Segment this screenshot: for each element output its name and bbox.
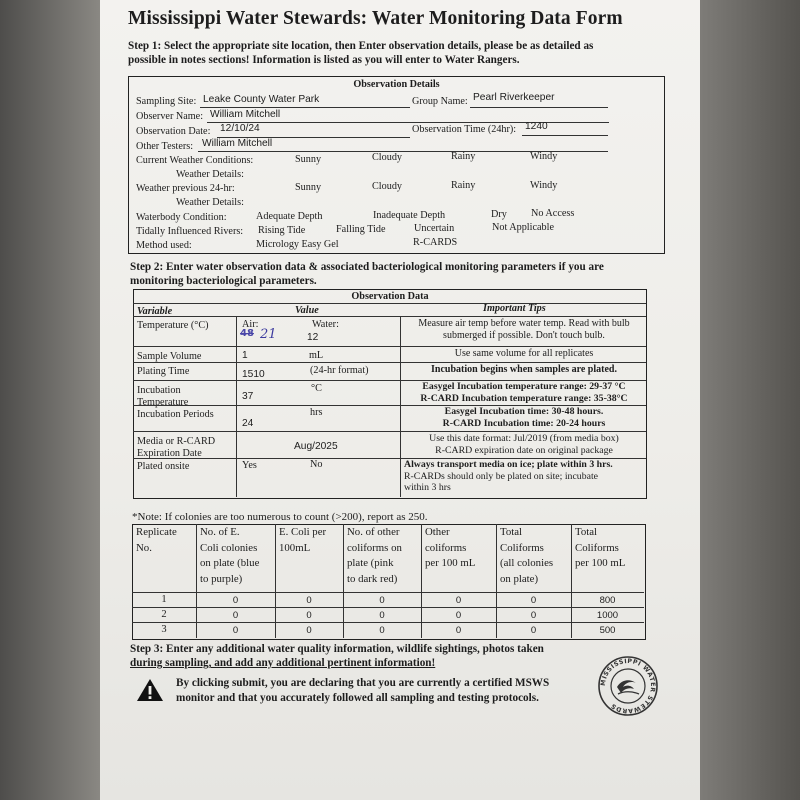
plated-no-option[interactable]: No (310, 459, 323, 470)
seal-text: MISSISSIPPI WATER STEWARDS (599, 657, 657, 715)
replicate-header-rule (132, 592, 644, 593)
replicate-header-line: to purple) (200, 572, 243, 585)
group-name-value[interactable]: Pearl Riverkeeper (473, 92, 555, 103)
previous-weather-sunny[interactable]: Sunny (295, 182, 322, 193)
method-micrology[interactable]: Micrology Easy Gel (256, 239, 339, 250)
previous-weather-label: Weather previous 24-hr: (136, 183, 235, 194)
declaration-line2: monitor and that you accurately followed all sampling and testing protocols. (176, 692, 539, 704)
replicate-value[interactable]: 0 (306, 610, 312, 621)
incubation-temp-tip (402, 381, 646, 404)
replicate-header-line: coliforms (425, 541, 467, 554)
observation-time-line (522, 135, 608, 136)
sample-volume-unit: mL (309, 350, 324, 361)
incubation-temp-label-line2: Temperature (137, 397, 189, 408)
replicate-number: 3 (161, 624, 167, 635)
background-right (700, 0, 800, 800)
current-weather-label: Current Weather Conditions: (136, 155, 254, 166)
incubation-period-label: Incubation Periods (137, 409, 214, 420)
group-name-line (470, 107, 608, 108)
incubation-period-tip (402, 406, 646, 429)
observation-time-value[interactable]: 1240 (525, 121, 548, 132)
incubation-period-value[interactable]: 24 (242, 418, 254, 429)
warning-icon (136, 677, 164, 703)
current-weather-windy[interactable]: Windy (530, 151, 558, 162)
observation-date-label: Observation Date: (136, 126, 211, 137)
obs-data-divider (400, 316, 401, 497)
tidal-label: Tidally Influenced Rivers: (136, 226, 244, 237)
replicate-header-line: to dark red) (347, 572, 398, 585)
method-rcards[interactable]: R-CARDS (413, 237, 458, 248)
replicate-value[interactable]: 500 (599, 625, 616, 636)
tidal-falling[interactable]: Falling Tide (336, 224, 386, 235)
waterbody-adequate-depth[interactable]: Adequate Depth (256, 211, 323, 222)
replicate-number: 1 (161, 594, 167, 605)
plating-time-unit: (24-hr format) (310, 365, 369, 376)
step3-line1 (130, 642, 544, 657)
obs-data-rule (133, 316, 646, 317)
replicate-row-rule (132, 607, 644, 608)
expiration-label-line1: Media or R-CARD (137, 436, 216, 447)
replicate-value[interactable]: 0 (232, 610, 239, 621)
replicate-value[interactable]: 1000 (596, 610, 619, 621)
replicate-header-line: Coliforms (500, 541, 544, 554)
replicate-row-rule (132, 622, 644, 623)
replicate-value[interactable]: 0 (232, 595, 239, 606)
replicate-header-line: coliforms on (347, 541, 402, 554)
replicate-header-line: on plate (blue (200, 557, 260, 569)
replicate-header-line: No. (136, 541, 152, 554)
replicate-header-line: No. of E. (200, 526, 240, 538)
observation-time-label: Observation Time (24hr): (412, 124, 517, 135)
replicate-value[interactable]: 0 (379, 610, 385, 621)
mississippi-water-stewards-seal (598, 656, 658, 716)
sample-volume-tip: Use same volume for all replicates (454, 348, 594, 359)
air-label: Air: (242, 319, 259, 330)
incubation-temp-tip-line2: R-CARD Incubation temperature range: 35-38°C (420, 392, 628, 404)
form-title: Mississippi Water Stewards: Water Monitoring Data Form (128, 8, 623, 29)
replicate-header-line: No. of other (347, 526, 400, 538)
obs-data-rule (133, 362, 646, 363)
replicate-value[interactable]: 0 (306, 625, 312, 636)
plated-tip-line2: R-CARDs should only be plated on site; incubate (404, 470, 599, 482)
waterbody-label: Waterbody Condition: (136, 212, 227, 223)
waterbody-inadequate-depth[interactable]: Inadequate Depth (373, 210, 446, 221)
step3-line2 (130, 656, 435, 671)
step1-line2: possible in notes sections! Information is listed as you will enter to Water Rangers. (128, 54, 520, 66)
replicate-value[interactable]: 0 (232, 625, 239, 636)
replicate-header-6 (500, 525, 569, 587)
observer-name-value[interactable]: William Mitchell (210, 109, 281, 120)
group-name-label: Group Name: (412, 96, 468, 107)
plating-time-tip: Incubation begins when samples are plated. (431, 364, 617, 375)
sampling-site-line (200, 107, 410, 108)
replicate-header-line: Replicate (136, 526, 177, 538)
replicate-header-line: per 100 mL (575, 557, 626, 569)
replicate-value[interactable]: 0 (530, 595, 537, 606)
temperature-tip-line1: Measure air temp before water temp. Read with bulb (418, 318, 630, 329)
tidal-uncertain[interactable]: Uncertain (414, 223, 455, 234)
step2-line2: monitoring bacteriological parameters. (130, 275, 317, 287)
previous-weather-rainy[interactable]: Rainy (451, 180, 476, 191)
replicate-number: 2 (161, 609, 167, 620)
replicate-value[interactable]: 0 (455, 625, 462, 636)
replicate-header-line: Total (500, 526, 523, 538)
replicate-header-line: Coli colonies (200, 541, 258, 554)
replicate-value[interactable]: 0 (306, 595, 312, 606)
replicate-value[interactable]: 0 (455, 610, 462, 621)
plating-time-value[interactable]: 1510 (242, 369, 265, 380)
temperature-tip-line2: submerged if possible. Don't touch bulb. (443, 329, 605, 341)
sampling-site-value[interactable]: Leake County Water Park (203, 94, 320, 105)
plated-tip (404, 459, 644, 494)
observation-details-heading: Observation Details (353, 79, 440, 90)
temperature-tip (402, 318, 646, 341)
step2-line1: Step 2: Enter water observation data & associated bacteriological monitoring parameters if you are (130, 261, 604, 273)
current-weather-rainy[interactable]: Rainy (451, 151, 476, 162)
expiration-tip-line2: R-CARD expiration date on original package (435, 444, 613, 456)
waterbody-dry[interactable]: Dry (491, 209, 507, 220)
col-value-header: Value (295, 305, 319, 316)
waterbody-no-access[interactable]: No Access (531, 208, 575, 219)
previous-weather-details-label: Weather Details: (176, 197, 244, 208)
sample-volume-label: Sample Volume (137, 351, 202, 362)
replicate-value[interactable]: 800 (599, 595, 616, 606)
col-tips-header: Important Tips (483, 303, 546, 314)
replicate-value[interactable]: 0 (379, 625, 385, 636)
obs-data-rule (133, 431, 646, 432)
background-left (0, 0, 100, 800)
incubation-period-tip-line2: R-CARD Incubation time: 20-24 hours (442, 417, 606, 429)
obs-data-rule (133, 303, 646, 304)
air-crossed-out: 48 (240, 328, 254, 339)
replicate-header-2 (200, 525, 273, 587)
expiration-tip-line1: Use this date format: Jul/2019 (from media box) (429, 433, 619, 444)
sampling-site-label: Sampling Site: (136, 96, 197, 107)
plated-yes-option[interactable]: Yes (242, 460, 257, 471)
replicate-header-5 (425, 525, 494, 572)
step3-line1-text: Step 3: Enter any additional water quality information, wildlife sightings, photos taken (130, 643, 544, 655)
step1-line1: Step 1: Select the appropriate site location, then Enter observation details, please be as detailed as (128, 40, 594, 52)
declaration-line1: By clicking submit, you are declaring that you are currently a certified MSWS (176, 677, 550, 689)
incubation-temp-tip-line1: Easygel Incubation temperature range: 29-37 °C (422, 381, 626, 392)
other-testers-value[interactable]: William Mitchell (202, 138, 273, 149)
col-variable-header: Variable (137, 306, 173, 317)
expiration-label (137, 436, 215, 460)
tidal-rising[interactable]: Rising Tide (258, 225, 306, 236)
incubation-temp-label-line1: Incubation (137, 385, 181, 396)
previous-weather-cloudy[interactable]: Cloudy (372, 181, 403, 192)
observer-name-line (207, 122, 609, 123)
replicate-header-line: plate (pink (347, 557, 394, 569)
tidal-not-applicable[interactable]: Not Applicable (492, 222, 554, 233)
replicate-header-4 (347, 525, 419, 587)
replicate-header-line: on plate) (500, 572, 539, 585)
water-temperature-value[interactable]: 12 (307, 332, 319, 343)
replicate-header-3 (279, 525, 341, 556)
replicate-header-line: 100mL (279, 541, 311, 554)
current-weather-sunny[interactable]: Sunny (295, 154, 322, 165)
sample-volume-value[interactable]: 1 (242, 350, 248, 361)
water-label: Water: (312, 319, 339, 330)
plating-time-label: Plating Time (137, 366, 190, 377)
replicate-value[interactable]: 0 (530, 610, 537, 621)
incubation-period-tip-line1: Easygel Incubation time: 30-48 hours. (444, 406, 604, 417)
observer-name-label: Observer Name: (136, 111, 204, 122)
replicate-header-line: Coliforms (575, 541, 619, 554)
replicate-header-line: per 100 mL (425, 557, 476, 569)
expiration-tip (402, 433, 646, 456)
incubation-period-unit: hrs (310, 407, 323, 418)
current-weather-cloudy[interactable]: Cloudy (372, 152, 403, 163)
replicate-header-line: Total (575, 526, 598, 538)
incubation-temp-unit: °C (311, 383, 322, 394)
replicate-header-line: E. Coli per (279, 526, 327, 538)
method-label: Method used: (136, 240, 192, 251)
step3-line2-text: during sampling, and add any additional pertinent information! (130, 657, 436, 669)
colonies-note: *Note: If colonies are too numerous to count (>200), report as 250. (132, 511, 428, 523)
replicate-value[interactable]: 0 (379, 595, 385, 606)
replicate-header-7 (575, 525, 642, 572)
plated-onsite-label: Plated onsite (137, 461, 190, 472)
form-sheet (100, 0, 700, 800)
observation-date-value[interactable]: 12/10/24 (220, 123, 260, 134)
replicate-value[interactable]: 0 (530, 625, 537, 636)
incubation-temp-value[interactable]: 37 (242, 391, 254, 402)
other-testers-label: Other Testers: (136, 141, 194, 152)
replicate-header-line: (all colonies (500, 557, 554, 569)
replicate-value[interactable]: 0 (455, 595, 462, 606)
expiration-label-line2: Expiration Date (137, 448, 202, 459)
current-weather-details-label: Weather Details: (176, 169, 244, 180)
plated-tip-line1: Always transport media on ice; plate within 3 hrs. (404, 459, 613, 470)
previous-weather-windy[interactable]: Windy (530, 180, 558, 191)
plated-tip-line3: within 3 hrs (404, 482, 451, 493)
air-temperature-value[interactable]: 21 (260, 327, 277, 342)
obs-data-divider (236, 316, 237, 497)
observation-data-heading: Observation Data (351, 291, 429, 302)
expiration-value[interactable]: Aug/2025 (294, 441, 338, 452)
temperature-label: Temperature (°C) (137, 320, 209, 331)
replicate-header-line: Other (425, 526, 450, 538)
obs-data-rule (133, 346, 646, 347)
replicate-header-1 (136, 525, 194, 556)
